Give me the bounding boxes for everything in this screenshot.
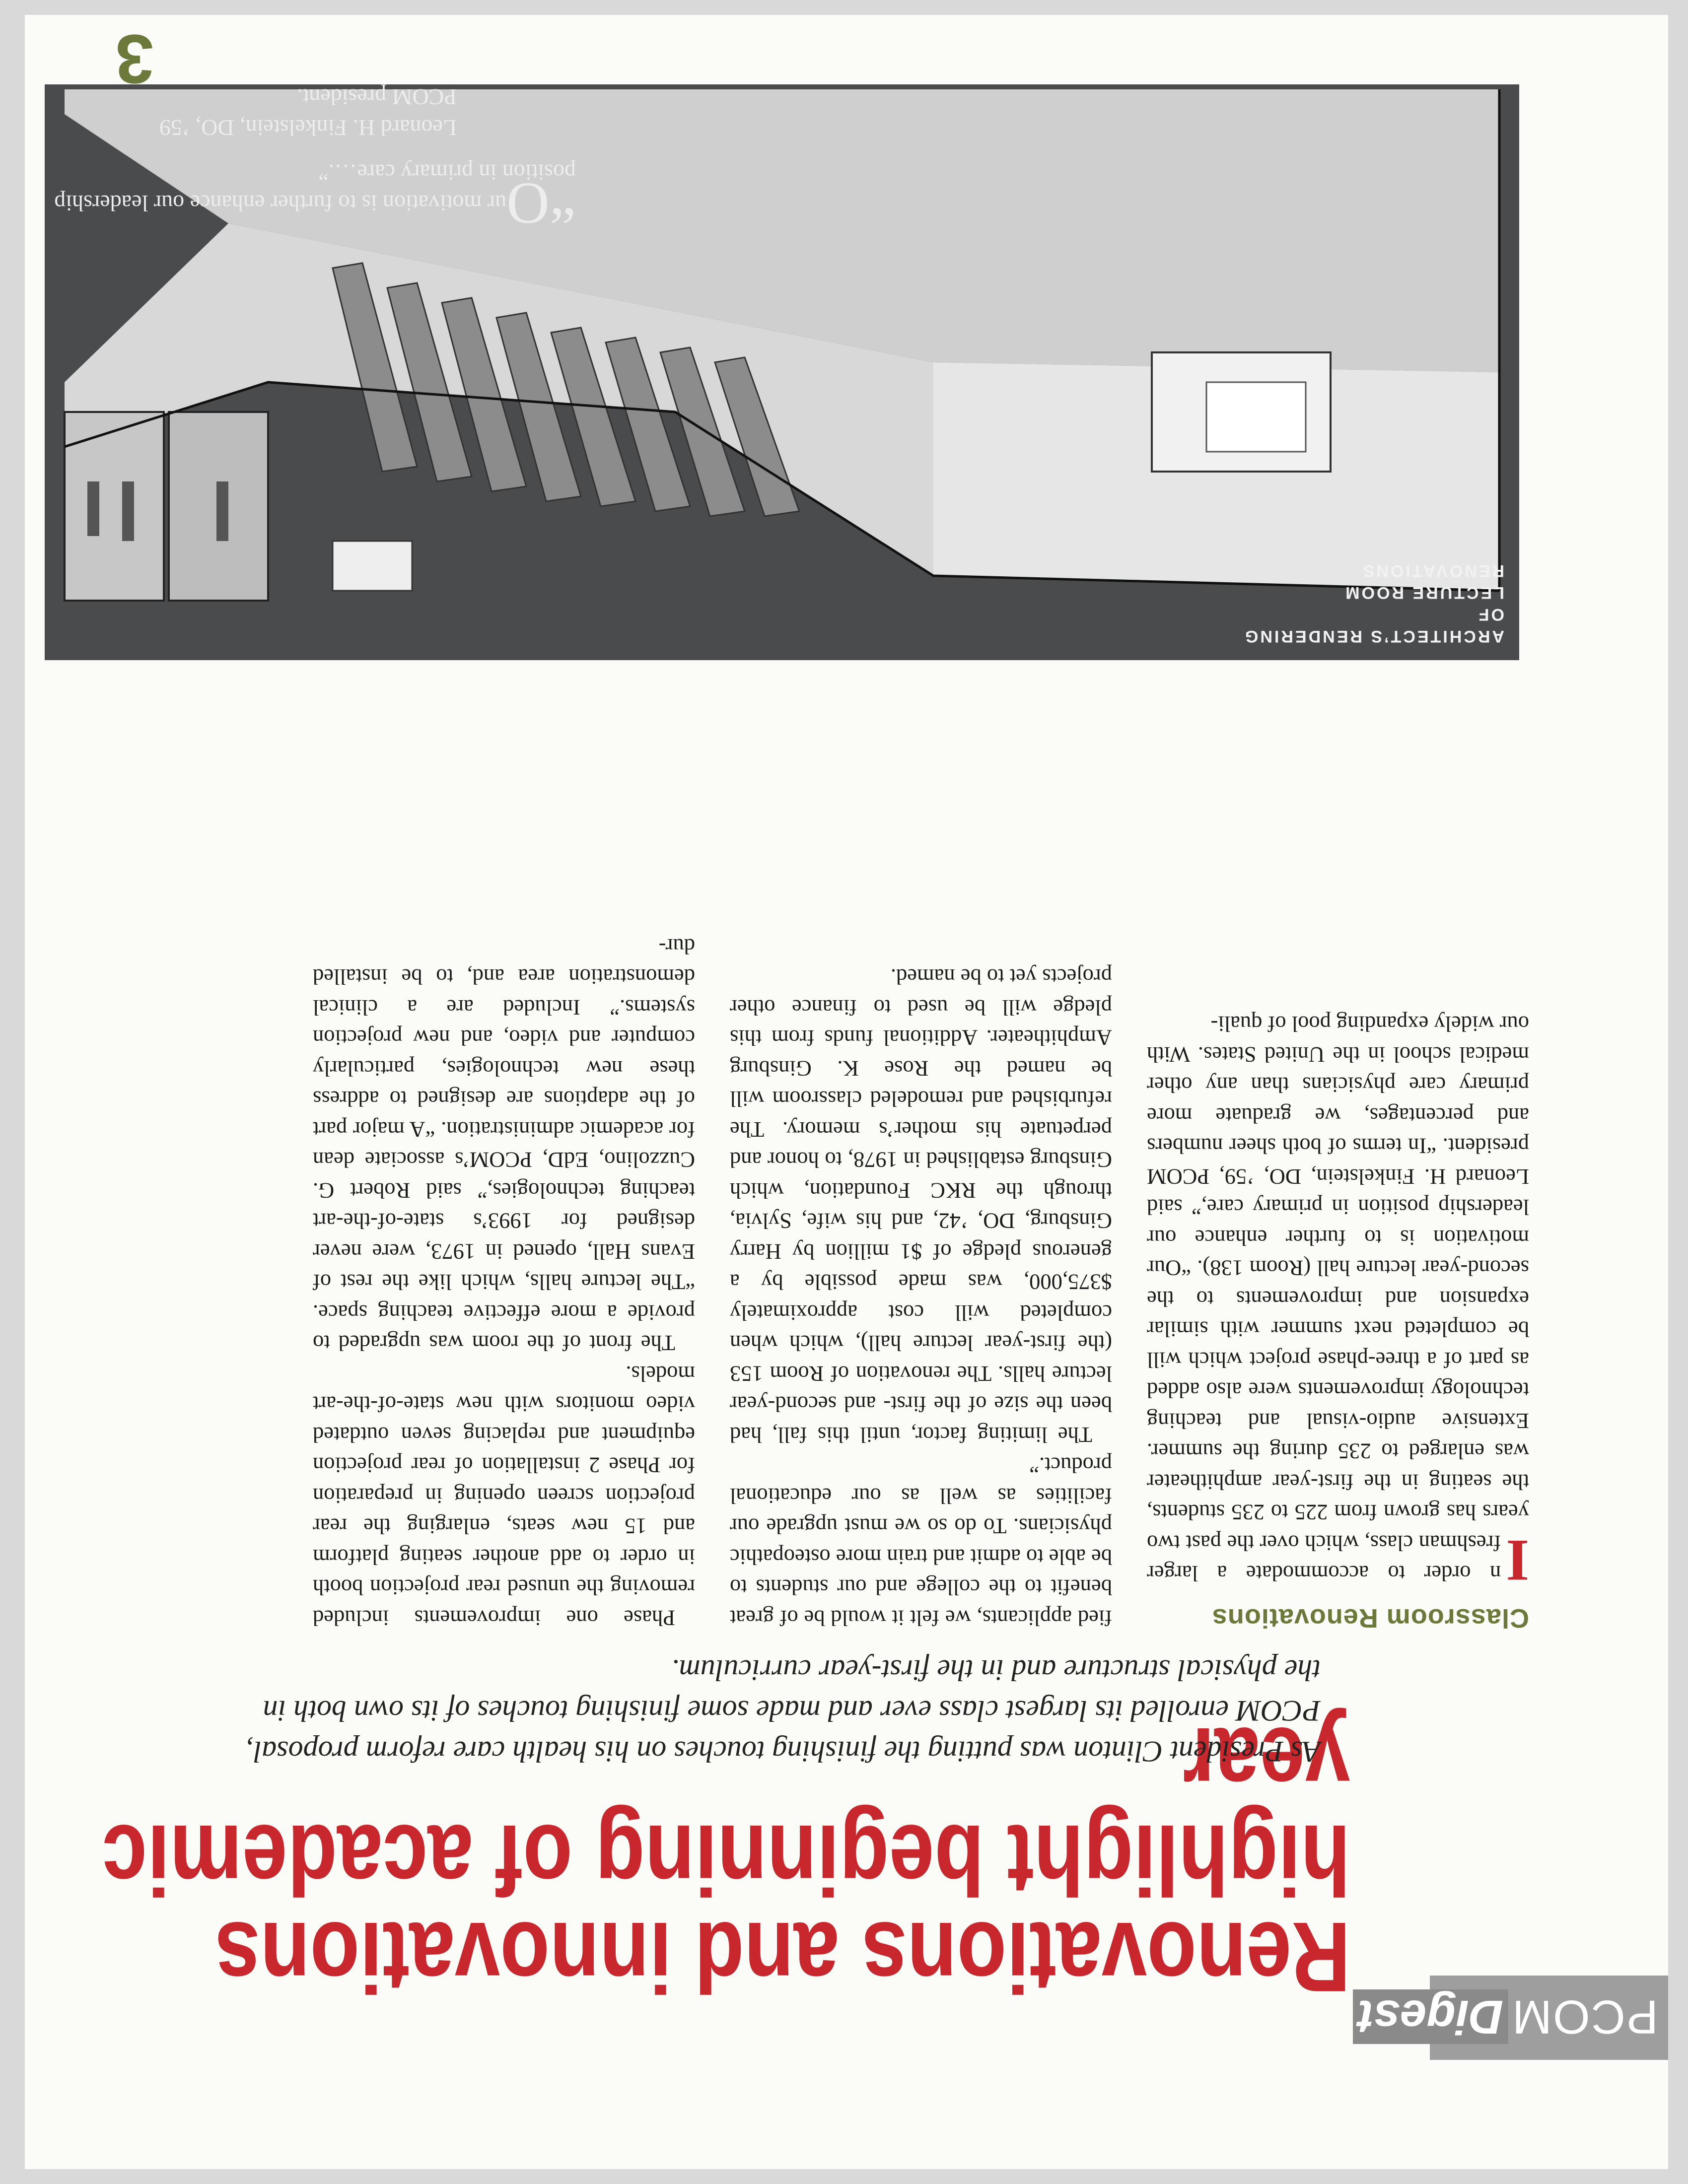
body-paragraph bbox=[1147, 1009, 1529, 1594]
body-column-2 bbox=[730, 961, 1112, 1633]
logo-pcom-text: PCOM bbox=[1511, 1990, 1658, 2044]
body-text: n order to accommodate a larger freshman class, which over the past two years has grown from 225 to 235 students, the seating in the first-year amphitheater was enlarged to 235 during the summer. Extensive audio-visual and teaching technology improvements were also added as part of a three-phase project which will be completed next summer with similar expansion and improvements to the second-year lecture hall (Room 138). “Our motivation is to further enhance our leadership position in primary care,” said Leonard H. Finkelstein, DO, ’59, PCOM president. “In terms of both sheer numbers and percentages, we graduate more primary care physicians than any other medical school in the United States. With our widely expanding pool of quali- bbox=[1147, 1012, 1529, 1586]
article-headline: Renovations and innovations highlight beginning of academic year bbox=[102, 1707, 1350, 2012]
caption-line: LECTURE ROOM RENOVATIONS bbox=[1343, 561, 1504, 602]
pcom-digest-logo bbox=[1357, 1976, 1668, 2060]
article-deck: As President Clinton was putting the finishing touches on his health care reform proposal, PCOM enrolled its largest class ever and made some finishing touches of its own both in the physical structure and in the first-year curriculum. bbox=[246, 1654, 1321, 1768]
attribution-line: PCOM president. bbox=[297, 84, 457, 110]
photo-caption bbox=[1226, 560, 1504, 647]
section-heading: Classroom Renovations bbox=[1211, 1603, 1529, 1633]
paper-sheet bbox=[25, 15, 1668, 2169]
page-number: 3 bbox=[115, 20, 154, 98]
pull-quote bbox=[50, 81, 576, 237]
body-column-3 bbox=[313, 931, 695, 1634]
body-paragraph: Phase one improvements included removing the unused rear projection booth in order to add another seating platform and 15 new seats, enlarging the rear projection screen opening in preparation for Phase 2 installation of rear projection equipment and replacing seven outdated video monitors with new state-of-the-art models. bbox=[313, 1362, 695, 1631]
quote-text: ur motivation is to further enhance our leadership position in primary care….” bbox=[54, 160, 576, 216]
body-paragraph: The limiting factor, until this fall, had been the size of the first- and second-year lecture halls. The renovation of Room 153 (the first-year lecture hall), which when completed will cost approximately $375,000, was made possible by a generous pledge of $1 million by Harry Ginsburg, DO, ’42, and his wife, Sylvia, through the RKC Foundation, which Ginsburg established in 1978, to honor and perpetuate his mother’s memory. The refurbished and remodeled classroom will be named the Rose K. Ginsburg Amphitheater. Additional funds from this pledge will be used to finance other projects yet to be named. bbox=[730, 964, 1112, 1447]
body-paragraph: fied applicants, we felt it would be of great benefit to the college and our students to be able to admit and train more osteopathic physicians. To do so we must upgrade our facilities as well as our educational product.” bbox=[730, 1453, 1112, 1631]
architect-rendering-photo bbox=[45, 84, 1519, 660]
caption-line: ARCHITECT’S RENDERING OF bbox=[1243, 605, 1504, 646]
drop-cap: I bbox=[1506, 1528, 1529, 1594]
body-paragraph: The front of the room was upgraded to provide a more effective teaching space. “The lecture halls, which like the rest of Evans Hall, opened in 1973, were never designed for 1993’s state-of-the-art teaching technologies,” said Robert G. Cuzzolino, EdD, PCOM’s associate dean for academic administration. “A major part of the adaptions are designed to address these new technologies, particularly computer and video, and new projection systems.” Included are a clinical demonstration area and, to be installed dur- bbox=[313, 934, 695, 1356]
logo-digest-text: Digest bbox=[1353, 1989, 1508, 2044]
attribution-line: Leonard H. Finkelstein, DO, ’59 bbox=[159, 115, 457, 140]
quote-open-letter: “O bbox=[506, 171, 576, 237]
body-column-1 bbox=[1147, 1009, 1529, 1633]
